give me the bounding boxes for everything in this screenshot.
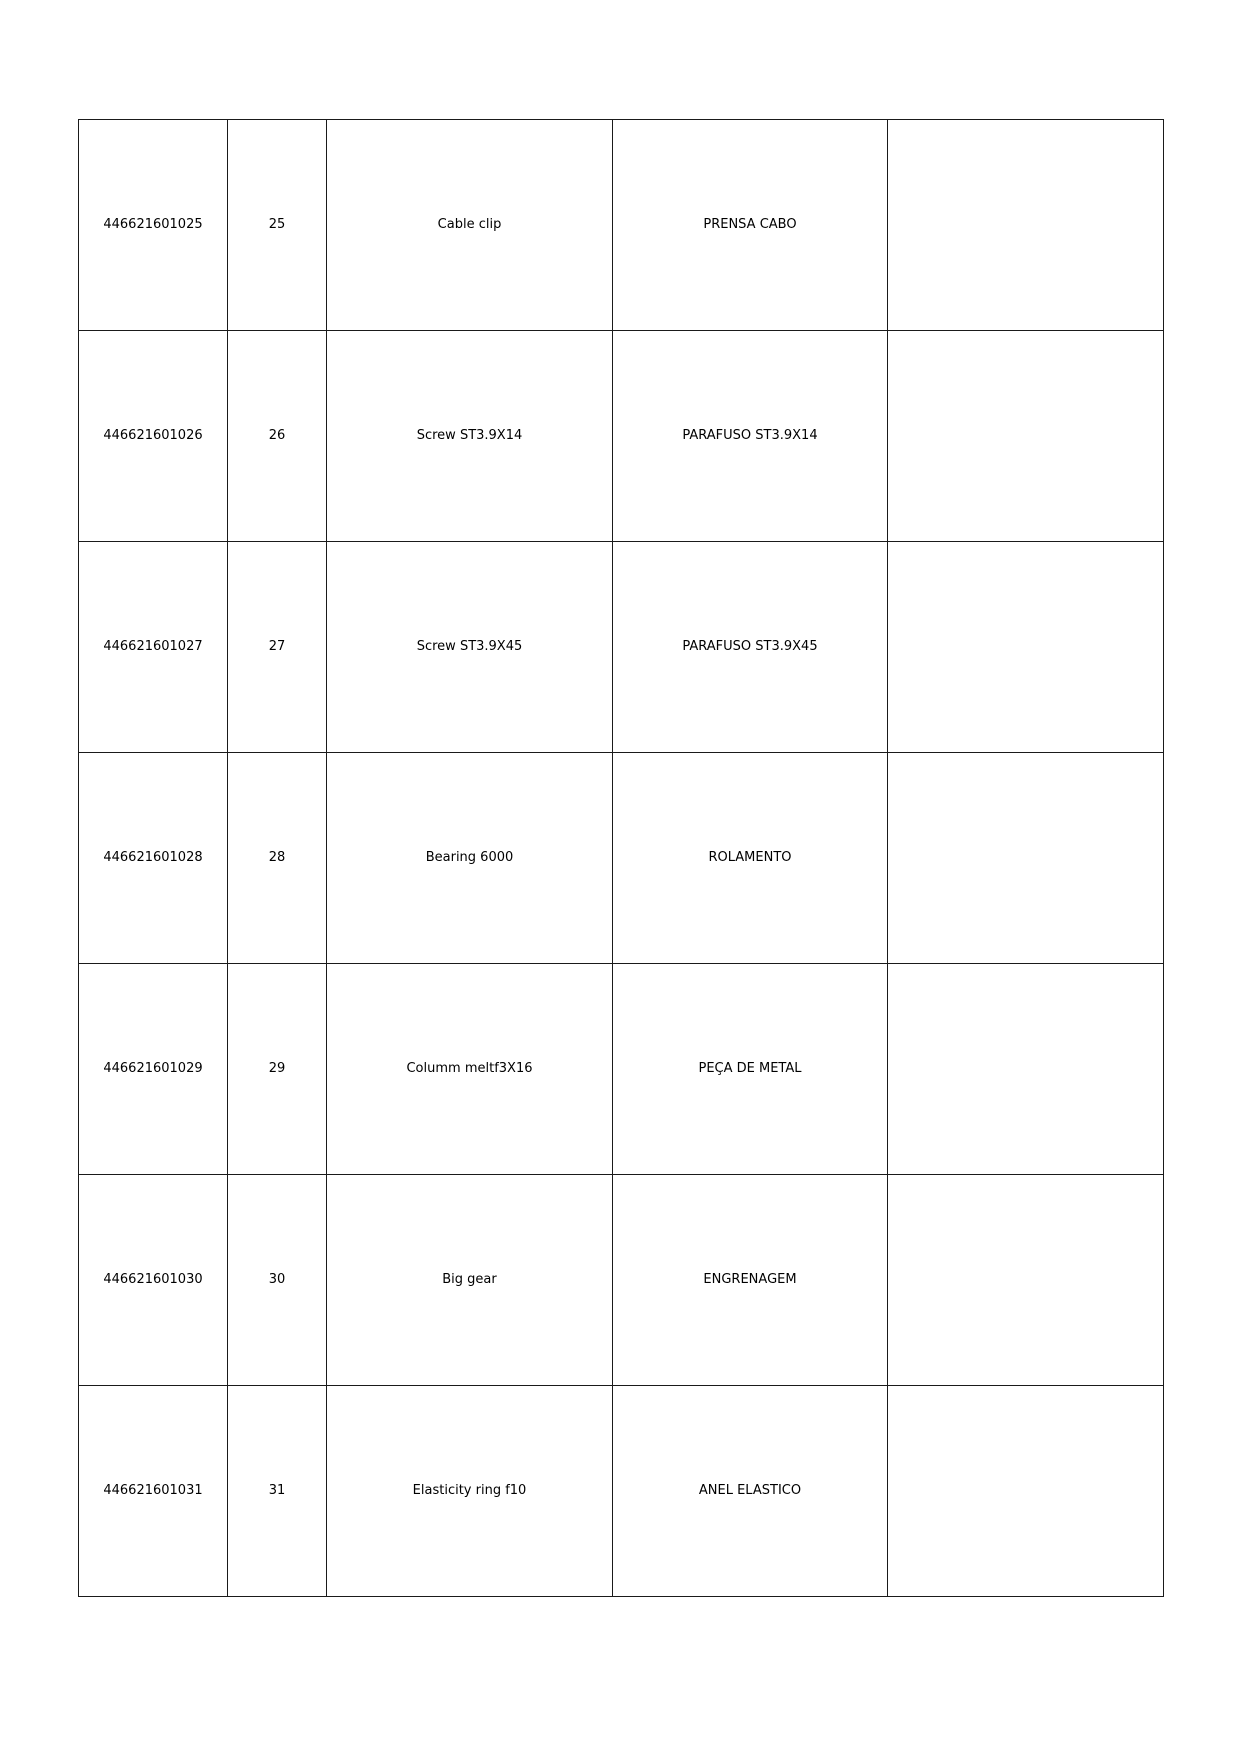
item-number-cell: 31 [228,1386,327,1597]
description-pt-cell: PARAFUSO ST3.9X14 [613,331,888,542]
description-en-cell: Screw ST3.9X14 [327,331,613,542]
empty-cell [888,1175,1164,1386]
empty-cell [888,1386,1164,1597]
description-pt-cell: PARAFUSO ST3.9X45 [613,542,888,753]
table-row [79,1175,1164,1386]
description-pt-cell: ROLAMENTO [613,753,888,964]
item-number-cell: 28 [228,753,327,964]
table-row [79,964,1164,1175]
empty-cell [888,964,1164,1175]
table-row [79,753,1164,964]
part-code-cell: 446621601029 [79,964,228,1175]
description-en-cell: Columm meltf3X16 [327,964,613,1175]
parts-table [78,119,1164,1597]
empty-cell [888,331,1164,542]
empty-cell [888,120,1164,331]
part-code-cell: 446621601028 [79,753,228,964]
description-en-cell: Elasticity ring f10 [327,1386,613,1597]
description-pt-cell: PEÇA DE METAL [613,964,888,1175]
table-row [79,542,1164,753]
part-code-cell: 446621601025 [79,120,228,331]
part-code-cell: 446621601030 [79,1175,228,1386]
item-number-cell: 25 [228,120,327,331]
description-pt-cell: PRENSA CABO [613,120,888,331]
description-en-cell: Screw ST3.9X45 [327,542,613,753]
item-number-cell: 26 [228,331,327,542]
table-row [79,331,1164,542]
empty-cell [888,753,1164,964]
item-number-cell: 27 [228,542,327,753]
table-row [79,120,1164,331]
description-en-cell: Big gear [327,1175,613,1386]
empty-cell [888,542,1164,753]
part-code-cell: 446621601027 [79,542,228,753]
description-pt-cell: ANEL ELASTICO [613,1386,888,1597]
part-code-cell: 446621601026 [79,331,228,542]
parts-table-body [79,120,1164,1597]
description-en-cell: Cable clip [327,120,613,331]
table-row [79,1386,1164,1597]
description-en-cell: Bearing 6000 [327,753,613,964]
item-number-cell: 29 [228,964,327,1175]
part-code-cell: 446621601031 [79,1386,228,1597]
description-pt-cell: ENGRENAGEM [613,1175,888,1386]
item-number-cell: 30 [228,1175,327,1386]
